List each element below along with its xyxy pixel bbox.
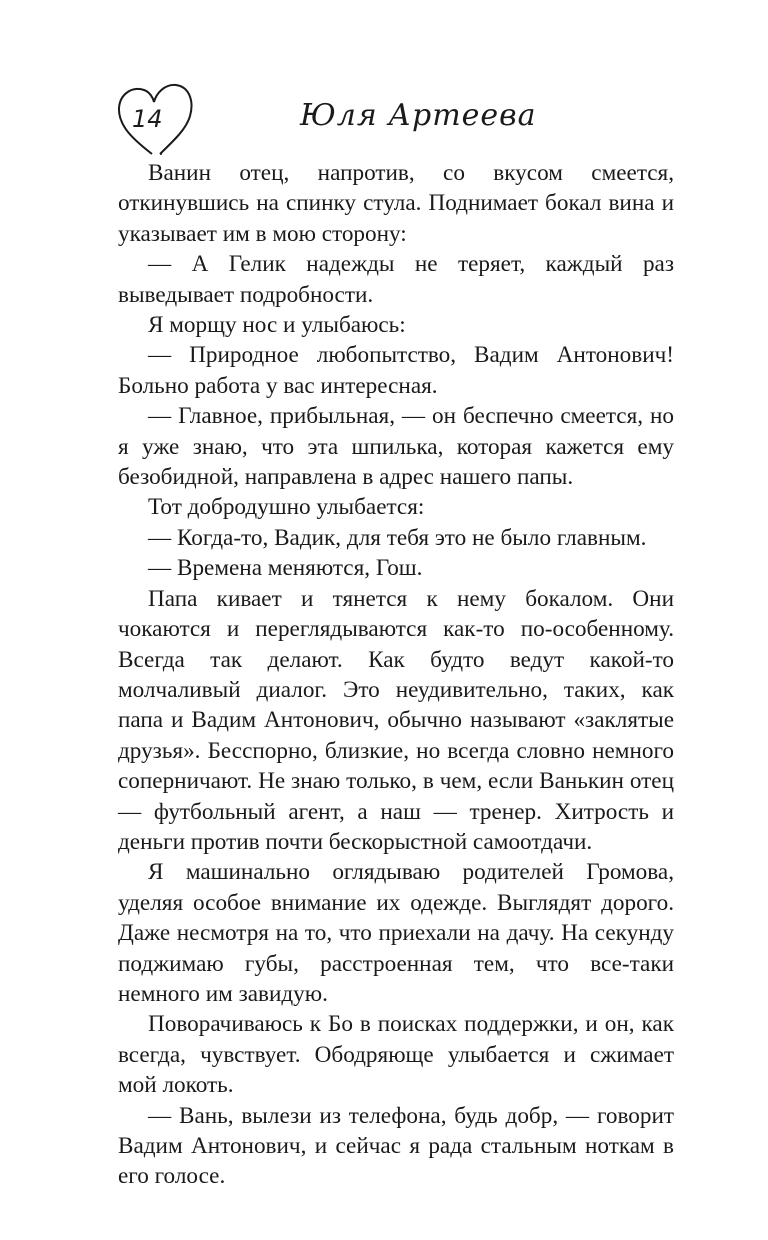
paragraph: — А Гелик надежды не теряет, каждый раз выведывает подробности. [118, 251, 674, 308]
paragraph: — Времена меняются, Гош. [148, 555, 423, 582]
paragraph: — Природное любопытство, Вадим Антонович! Больно работа у вас интересная. [118, 342, 674, 399]
page-number: 14 [132, 105, 163, 133]
paragraph: Тот добродушно улыбается: [148, 494, 425, 521]
paragraph: Я морщу нос и улыбаюсь: [148, 312, 406, 339]
paragraph: — Когда-то, Вадик, для тебя это не было главным. [148, 524, 647, 551]
paragraph: Я машинально оглядываю родителей Громова, уделяя особое внимание их одежде. Выглядят дорого. Даже несмотря на то, что приехали на дачу. На секунду поджимаю губы, расстроенная тем, что все-таки немного им завидую. [118, 859, 674, 1007]
paragraph: — Вань, вылези из телефона, будь добр, — говорит Вадим Антонович, и сейчас я рада стальным ноткам в его голосе. [118, 1102, 674, 1190]
paragraph: Папа кивает и тянется к нему бокалом. Они чокаются и переглядываются как-то по-особенному. Всегда так делают. Как будто ведут какой-то молчаливый диалог. Это неудивительно, таких, как папа и Вадим Антонович, обычно называют «заклятые друзья». Бесспорно, близкие, но всегда словно немного соперничают. Не знаю только, в чем, если Ванькин отец — футбольный агент, а наш — тренер. Хитрость и деньги против почти бескорыстной самоотдачи. [118, 585, 674, 855]
paragraph: Ванин отец, напротив, со вкусом смеется, откинувшись на спинку стула. Поднимает бокал вина и указывает им в мою сторону: [118, 160, 674, 247]
page-number-badge [112, 78, 198, 158]
paragraph: — Главное, прибыльная, — он беспечно смеется, но я уже знаю, что эта шпилька, которая кажется ему безобидной, направлена в адрес нашего папы. [118, 403, 674, 491]
author-running-header: Юля Артеева [300, 98, 537, 133]
paragraph: Поворачиваюсь к Бо в поисках поддержки, и он, как всегда, чувствует. Ободряюще улыбается и сжимает мой локоть. [118, 1011, 674, 1099]
body-text [118, 158, 674, 1192]
